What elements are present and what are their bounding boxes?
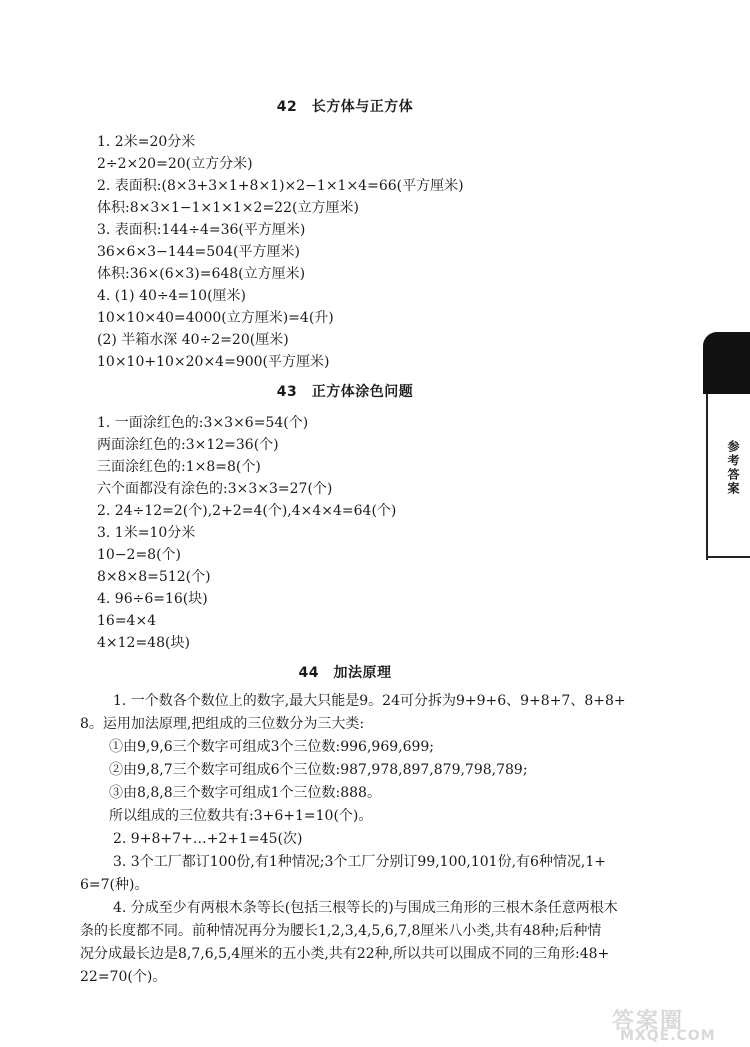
side-tab-rule <box>706 394 708 560</box>
s42-line-10: (2) 半箱水深 40÷2=20(厘米) <box>97 332 289 348</box>
s44-line-7: 2. 9+8+7+…+2+1=45(次) <box>113 831 303 847</box>
s44-line-3: ①由9,9,6三个数字可组成3个三位数:996,969,699; <box>109 739 435 755</box>
watermark-url: MXQE.COM <box>620 1028 716 1044</box>
side-tab-label: 参考答案 <box>726 440 740 496</box>
s42-line-9: 10×10×40=4000(立方厘米)=4(升) <box>97 310 334 326</box>
s42-line-7: 体积:36×(6×3)=648(立方厘米) <box>97 266 306 282</box>
s43-line-3: 三面涂红色的:1×8=8(个) <box>97 459 261 475</box>
watermark-logo-text: 答案圈 <box>612 1009 685 1034</box>
s44-line-8: 3. 3个工厂都订100份,有1种情况;3个工厂分别订99,100,101份,有6种情况,1+ <box>113 854 607 870</box>
s44-line-5: ③由8,8,8三个数字可组成1个三位数:888。 <box>109 785 381 801</box>
s44-line-13: 22=70(个)。 <box>80 969 167 985</box>
s43-line-2: 两面涂红色的:3×12=36(个) <box>97 437 279 453</box>
s44-line-1: 1. 一个数各个数位上的数字,最大只能是9。24可分拆为9+9+6、9+8+7、8+8+ <box>113 693 626 709</box>
s43-line-6: 3. 1米=10分米 <box>97 525 196 541</box>
s44-line-9: 6=7(种)。 <box>80 877 149 893</box>
s43-line-8: 8×8×8=512(个) <box>97 569 211 585</box>
s43-line-4: 六个面都没有涂色的:3×3×3=27(个) <box>97 481 333 497</box>
s42-line-4: 体积:8×3×1−1×1×1×2=22(立方厘米) <box>97 200 359 216</box>
side-tab-header <box>703 332 750 394</box>
section-44-title: 44 加法原理 <box>298 665 392 681</box>
s42-line-2: 2÷2×20=20(立方分米) <box>97 156 253 172</box>
s43-line-5: 2. 24÷12=2(个),2+2=4(个),4×4×4=64(个) <box>97 503 397 519</box>
s42-line-1: 1. 2米=20分米 <box>97 134 196 150</box>
s44-line-12: 况分成最长边是8,7,6,5,4厘米的五小类,共有22种,所以共可以围成不同的三角形:48+ <box>80 946 610 962</box>
s44-line-4: ②由9,8,7三个数字可组成6个三位数:987,978,897,879,798,789; <box>109 762 528 778</box>
s44-line-11: 条的长度都不同。前种情况再分为腰长1,2,3,4,5,6,7,8厘米八小类,共有48种;后种情 <box>80 923 602 939</box>
s42-line-5: 3. 表面积:144÷4=36(平方厘米) <box>97 222 306 238</box>
side-tab-rule-bottom <box>706 556 750 558</box>
s43-line-11: 4×12=48(块) <box>97 635 190 651</box>
section-43-title: 43 正方体涂色问题 <box>276 384 414 400</box>
s44-line-2: 8。运用加法原理,把组成的三位数分为三大类: <box>80 716 365 732</box>
s43-line-10: 16=4×4 <box>97 613 157 629</box>
section-42-title: 42 长方体与正方体 <box>276 99 414 115</box>
watermark <box>612 1004 748 1044</box>
s43-line-7: 10−2=8(个) <box>97 547 182 563</box>
s42-line-6: 36×6×3−144=504(平方厘米) <box>97 244 300 260</box>
s42-line-11: 10×10+10×20×4=900(平方厘米) <box>97 354 330 370</box>
s43-line-1: 1. 一面涂红色的:3×3×6=54(个) <box>97 415 309 431</box>
s44-line-10: 4. 分成至少有两根木条等长(包括三根等长的)与围成三角形的三根木条任意两根木 <box>113 900 618 916</box>
s42-line-3: 2. 表面积:(8×3+3×1+8×1)×2−1×1×4=66(平方厘米) <box>97 178 464 194</box>
s43-line-9: 4. 96÷6=16(块) <box>97 591 208 607</box>
s42-line-8: 4. (1) 40÷4=10(厘米) <box>97 288 247 304</box>
s44-line-6: 所以组成的三位数共有:3+6+1=10(个)。 <box>109 808 373 824</box>
